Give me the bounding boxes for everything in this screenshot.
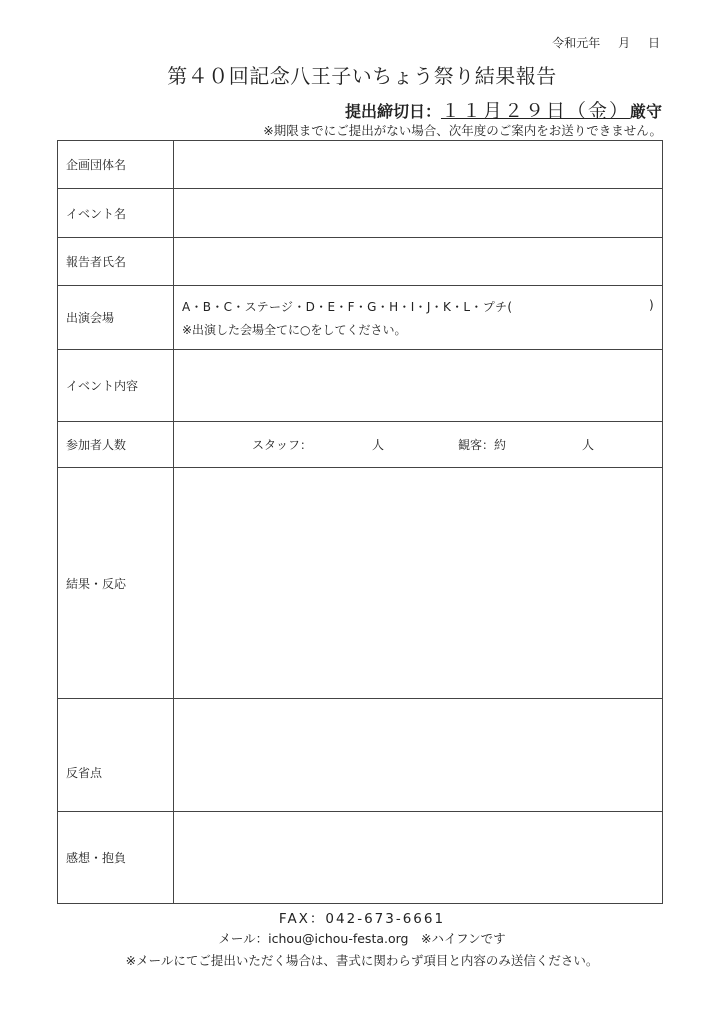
deadline-suffix: 厳守 <box>629 102 662 121</box>
date-line <box>552 34 660 51</box>
event-field[interactable] <box>174 189 663 238</box>
fax-number: FAX：042-673-6661 <box>278 911 446 927</box>
deadline-date: １１月２９日（金） <box>440 100 630 122</box>
participants-field[interactable] <box>174 422 663 468</box>
mail-address: メール：ichou@ichou-festa.org ※ハイフンです <box>218 931 506 946</box>
org-field[interactable] <box>174 141 663 189</box>
reflection-field[interactable] <box>174 699 663 812</box>
results-field[interactable] <box>174 468 663 699</box>
thoughts-field[interactable] <box>174 812 663 904</box>
venue-close-paren: ) <box>649 297 654 312</box>
participants-line <box>182 436 662 453</box>
month-label: 月 <box>618 36 631 50</box>
venue-options-line <box>182 298 662 315</box>
venue-field[interactable] <box>174 286 663 350</box>
venue-label: 出演会場 <box>58 286 174 350</box>
venue-note: ※出演した会場全てに○をしてください。 <box>182 322 407 337</box>
report-form <box>57 140 663 904</box>
era-label: 令和元年 <box>552 36 601 50</box>
reporter-field[interactable] <box>174 238 663 286</box>
deadline-label: 提出締切日： <box>344 102 441 121</box>
staff-label: スタッフ： <box>252 438 313 452</box>
thoughts-label: 感想・抱負 <box>58 812 174 904</box>
audience-label: 観客：約 <box>458 438 507 452</box>
event-label: イベント名 <box>58 189 174 238</box>
staff-unit: 人 <box>372 438 385 452</box>
reflection-label: 反省点 <box>58 699 174 812</box>
mail-note: ※メールにてご提出いただく場合は、書式に関わらず項目と内容のみ送信ください。 <box>125 953 599 968</box>
content-field[interactable] <box>174 350 663 422</box>
audience-unit: 人 <box>582 438 595 452</box>
results-label: 結果・反応 <box>58 468 174 699</box>
day-label: 日 <box>647 36 660 50</box>
deadline <box>345 96 662 123</box>
venue-options: A・B・C・ステージ・D・E・F・G・H・I・J・K・L・プチ( <box>182 299 513 314</box>
deadline-notice: ※期限までにご提出がない場合、次年度のご案内をお送りできません。 <box>263 123 662 138</box>
content-label: イベント内容 <box>58 350 174 422</box>
reporter-label: 報告者氏名 <box>58 238 174 286</box>
page-title: 第４０回記念八王子いちょう祭り結果報告 <box>167 64 557 88</box>
participants-label: 参加者人数 <box>58 422 174 468</box>
org-label: 企画団体名 <box>58 141 174 189</box>
